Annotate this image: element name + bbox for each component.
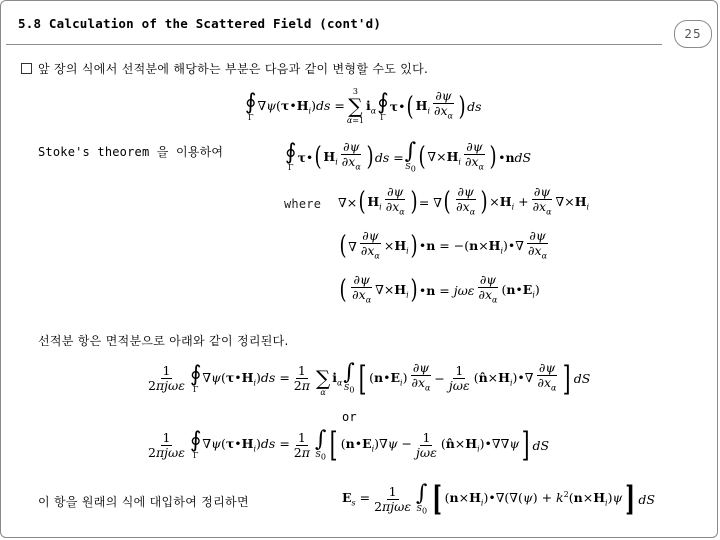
equation-surface-form-2: $\frac{1}{\text{2πjωε}}$ ∮ Γ $\nabla\psi(\tau•H_i)ds$ = $\frac{1}{2\pi}$ ∫ S0 [ $(n•E_i)\nabla\psi$ − $\frac{1}{\text{jωε}}$ $(n̂\times H_i)•\nabla\nabla\psi$ ] dS xyxy=(148,425,550,465)
title-divider xyxy=(6,44,662,45)
or-label: or xyxy=(342,410,357,424)
page-number: 25 xyxy=(674,20,712,48)
checkbox-bullet-icon xyxy=(21,63,32,74)
slide-title: 5.8 Calculation of the Scattered Field (cont'd) xyxy=(18,16,382,31)
equation-normal-identity-1: ( ∇ $\frac{\partial\psi}{\partial x_\alpha}$ $\times H_i$ ) •n = $-(n\times H_i)•\nabla$ $\frac{\partial\psi}{\partial x_\alpha}$ xyxy=(339,228,547,262)
stokes-label: Stoke's theorem 을 이용하여 xyxy=(38,145,224,159)
equation-scattered-field: $E_s$ = $\frac{1}{\text{2πjωε}}$ ∫ S0 [ $(n\times H_i)•\nabla(\nabla(\psi) + k^2(n\times H_i)\psi$ ] dS xyxy=(342,479,655,519)
intro-text: 앞 장의 식에서 선적분에 해당하는 부분은 다음과 같이 변형할 수도 있다. xyxy=(38,62,429,76)
equation-normal-identity-2: ( $\frac{\partial\psi}{\partial x_\alpha}$ $\nabla\times H_i$ ) •n = jωε $\frac{\partial\psi}{\partial x_\alpha}$ $(n•E_i)$ xyxy=(339,272,540,306)
equation-curl-identity: ∇× ( $H_i$ $\frac{\partial\psi}{\partial x_\alpha}$ ) = ∇ ( $\frac{\partial\psi}{\partial x_\alpha}$ ) $\times H_i$ + $\frac{\partial\psi}{\partial x_\alpha}$ $\nabla\times H_i$ xyxy=(338,184,590,218)
equation-line-integral: ∮ Γ $\nabla\psi(\tau•H_i)ds$ = 3 ∑ α=1 $i_\alpha$ ∮ Γ τ• ( $H_i$ $\frac{\partial\psi}{\partial x_\alpha}$ ) ds xyxy=(245,87,482,125)
where-label: where xyxy=(284,197,322,211)
line-to-surface-text: 선적분 항은 면적분으로 아래와 같이 정리된다. xyxy=(38,334,289,348)
substitute-text: 이 항을 원래의 식에 대입하여 정리하면 xyxy=(38,495,249,509)
equation-stokes: ∮ Γ τ• ( $H_i$ $\frac{\partial\psi}{\partial x_\alpha}$ ) ds = ∫ S0 ( $\nabla\times H_i$ $\frac{\partial\psi}{\partial x_\alpha}$ ) •ndS xyxy=(285,138,532,174)
equation-surface-form-1: $\frac{1}{\text{2πjωε}}$ ∮ Γ $\nabla\psi(\tau•H_i)ds$ = $\frac{1}{2\pi}$ ∑ α $i_\alpha$ ∫ S0 [ $(n•E_i)$ $\frac{\partial\psi}{\partial x_\alpha}$ − $\frac{1}{\text{jωε}}$ $(n̂\times H_i)•\nabla$ $\frac{\partial\psi}{\partial x_\alpha}$ ] dS xyxy=(148,358,591,399)
